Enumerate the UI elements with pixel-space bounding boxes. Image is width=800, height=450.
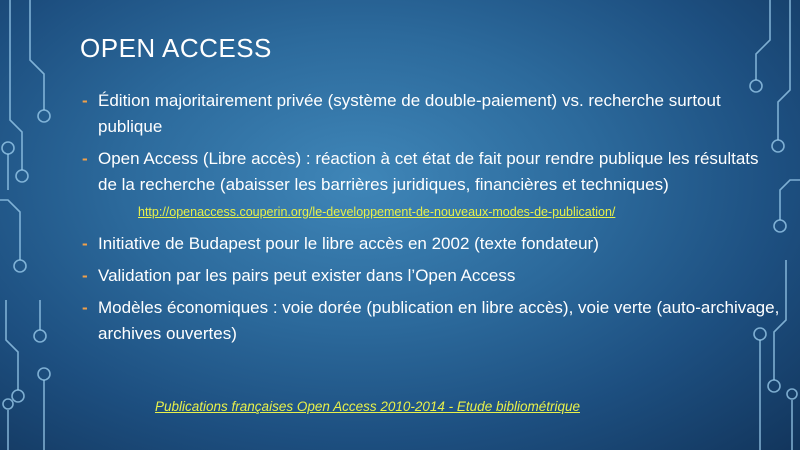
bullet-marker: - — [82, 149, 88, 168]
bullet-item — [82, 146, 782, 225]
bullet-list — [82, 88, 782, 353]
bullet-text: Validation par les pairs peut exister dans l’Open Access — [98, 266, 516, 285]
bullet-marker: - — [82, 266, 88, 285]
bullet-text: Initiative de Budapest pour le libre accès en 2002 (texte fondateur) — [98, 234, 599, 253]
bullet-text: Open Access (Libre accès) : réaction à cet état de fait pour rendre publique les résultats de la recherche (abaisser les barrières juridiques, financières et techniques) — [98, 149, 759, 194]
bullet-item — [82, 263, 782, 289]
slide-title: OPEN ACCESS — [80, 33, 272, 63]
bullet-item — [82, 295, 782, 347]
couperin-link[interactable]: http://openaccess.couperin.org/le-developpement-de-nouveaux-modes-de-publication/ — [138, 205, 616, 219]
bullet-marker: - — [82, 298, 88, 317]
study-link[interactable]: Publications françaises Open Access 2010-2014 - Etude bibliométrique — [155, 399, 580, 414]
bullet-text: Édition majoritairement privée (système de double-paiement) vs. recherche surtout publique — [98, 91, 721, 136]
bullet-item — [82, 231, 782, 257]
bullet-marker: - — [82, 91, 88, 110]
bullet-marker: - — [82, 234, 88, 253]
bullet-item — [82, 88, 782, 140]
bullet-text: Modèles économiques : voie dorée (publication en libre accès), voie verte (auto-archivage, archives ouvertes) — [98, 298, 780, 343]
